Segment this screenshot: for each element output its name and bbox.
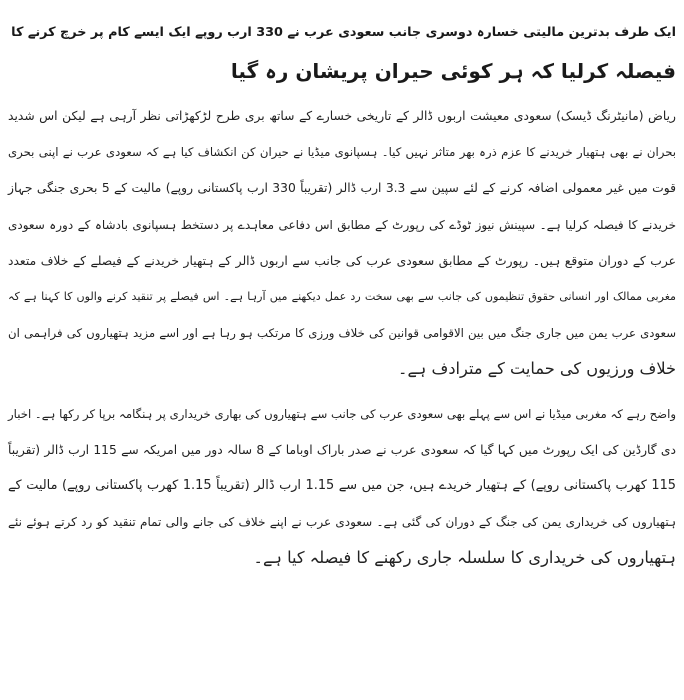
paragraph-line: خریدنے کا فیصلہ کرلیا ہے۔ سپینش نیوز ٹوڈے کی رپورٹ کے مطابق اس دفاعی معاہدے پر دستخط ہسپانوی بادشاہ کے دورہ سعودی bbox=[8, 217, 676, 232]
paragraph-line: ہتھیاروں کی خریداری کا سلسلہ جاری رکھنے کا فیصلہ کیا ہے۔ bbox=[253, 548, 676, 568]
headline-line: فیصلہ کرلیا کہ ہر کوئی حیران پریشان رہ گیا bbox=[230, 59, 676, 83]
paragraph-line: ریاض (مانیٹرنگ ڈیسک) سعودی معیشت اربوں ڈالر کے تاریخی خسارے کے ساتھ بری طرح لڑکھڑاتی نظر آرہی ہے لیکن اس شدید bbox=[8, 109, 676, 123]
paragraph-line: قوت میں غیر معمولی اضافہ کرنے کے لئے سپین سے 3.3 ارب ڈالر (تقریباً 330 ارب پاکستانی روپے) مالیت کے 5 بحری جنگی جہاز bbox=[8, 181, 676, 196]
paragraph-line: مغربی ممالک اور انسانی حقوق تنظیموں کی جانب سے بھی سخت رد عمل دیکھنے میں آرہا ہے۔ اس فیصلے پر تنقید کرنے والوں کا کہنا ہے کہ bbox=[8, 290, 676, 304]
paragraph-line: عرب کے دوران متوقع ہیں۔ رپورٹ کے مطابق سعودی عرب کی جانب سے اربوں ڈالر کے ہتھیار خریدنے کے فیصلے کے خلاف متعدد bbox=[8, 253, 676, 268]
paragraph-line: 115 کھرب پاکستانی روپے) کے ہتھیار خریدے ہیں، جن میں سے 1.15 ارب ڈالر (تقریباً 1.15 کھرب پاکستانی روپے) مالیت کے bbox=[8, 478, 676, 494]
paragraph-line: سعودی عرب یمن میں جاری جنگ میں بین الاقوامی قوانین کی خلاف ورزی کا مرتکب ہو رہا ہے اور اسے مزید ہتھیاروں کی فراہمی ان bbox=[8, 326, 676, 341]
paragraph-line: دی گارڈین کی ایک رپورٹ میں کہا گیا کہ سعودی عرب نے صدر باراک اوباما کے 8 سالہ دور میں امریکہ سے 115 ارب ڈالر (تقریباً bbox=[8, 442, 677, 457]
headline-line: ایک طرف بدترین مالیتی خسارہ دوسری جانب سعودی عرب نے 330 ارب روپے ایک ایسے کام پر خرچ کرنے کا bbox=[11, 25, 676, 40]
article-paragraph-1 bbox=[8, 98, 676, 388]
article-headline bbox=[8, 14, 676, 90]
paragraph-line: بحران نے بھی ہتھیار خریدنے کا عزم ذرہ بھر متاثر نہیں کیا۔ ہسپانوی میڈیا نے حیران کن انکشاف کیا ہے کہ سعودی عرب نے اپنی بحری bbox=[8, 145, 676, 160]
paragraph-line: ہتھیاروں کی خریداری یمن کی جنگ کے دوران کی گئی ہے۔ سعودی عرب نے اپنے خلاف کی جانے والی تمام تنقید کو رد کرتے ہوئے نئے bbox=[8, 515, 676, 530]
paragraph-line: خلاف ورزیوں کی حمایت کے مترادف ہے۔ bbox=[397, 359, 676, 379]
article-paragraph-2 bbox=[8, 396, 676, 577]
paragraph-line: واضح رہے کہ مغربی میڈیا نے اس سے پہلے بھی سعودی عرب کی جانب سے ہتھیاروں کی بھاری خریداری پر ہنگامہ برپا کر رکھا ہے۔ اخبار bbox=[8, 406, 676, 421]
